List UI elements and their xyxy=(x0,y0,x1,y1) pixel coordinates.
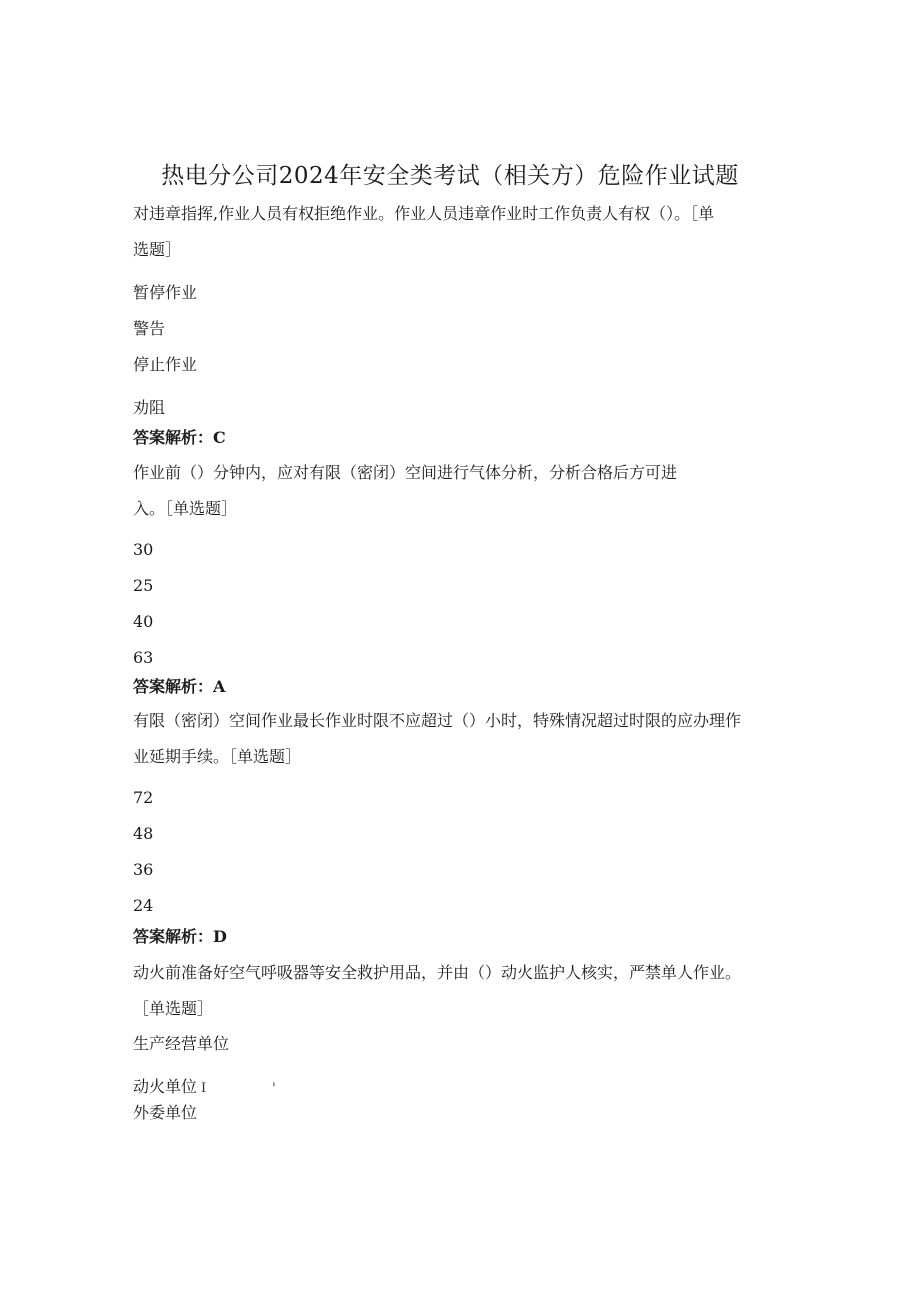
option-b: 动火单位 xyxy=(133,1077,198,1096)
question-text: 作业前（）分钟内，应对有限（密闭）空间进行气体分析，分析合格后方可进 xyxy=(133,463,678,482)
question-4-option-c-row xyxy=(133,1098,793,1128)
answer-label: 答案解析：C xyxy=(133,428,226,447)
answer-2 xyxy=(133,669,793,705)
question-4-options xyxy=(133,1026,793,1062)
option-d: 24 xyxy=(133,896,154,915)
question-4 xyxy=(133,955,793,1027)
question-1-options xyxy=(133,275,793,383)
answer-3 xyxy=(133,919,793,955)
option-b: 48 xyxy=(133,824,154,843)
document-title: 热电分公司2024年安全类考试（相关方）危险作业试题 xyxy=(161,163,739,189)
option-c: 停止作业 xyxy=(133,355,198,374)
option-a: 生产经营单位 xyxy=(133,1034,230,1053)
option-b: 25 xyxy=(133,576,154,595)
answer-label: 答案解析：A xyxy=(133,677,226,696)
option-c: 36 xyxy=(133,860,154,879)
question-text: 业延期手续。［单选题］ xyxy=(133,747,302,766)
option-c: 外委单位 xyxy=(133,1103,198,1122)
question-2 xyxy=(133,455,793,527)
question-text: 动火前准备好空气呼吸器等安全救护用品，并由（）动火监护人核实，严禁单人作业。 xyxy=(133,963,742,982)
option-a: 30 xyxy=(133,540,154,559)
option-c: 40 xyxy=(133,612,154,631)
question-text: 入。［单选题］ xyxy=(133,499,238,518)
answer-1 xyxy=(133,420,793,456)
option-a: 暂停作业 xyxy=(133,283,198,302)
option-d: 63 xyxy=(133,648,154,667)
question-3-options xyxy=(133,780,793,924)
option-b: 警告 xyxy=(133,319,166,338)
question-3 xyxy=(133,703,793,775)
question-2-options xyxy=(133,532,793,676)
question-1 xyxy=(133,196,793,268)
stray-mark: I xyxy=(201,1081,207,1096)
question-text: 选题］ xyxy=(133,240,182,259)
question-text: ［单选题］ xyxy=(133,999,214,1018)
option-d: 劝阻 xyxy=(133,398,166,417)
question-text: 有限（密闭）空间作业最长作业时限不应超过（）小时，特殊情况超过时限的应办理作 xyxy=(133,711,742,730)
answer-label: 答案解析：D xyxy=(133,927,227,946)
stray-mark: ' xyxy=(272,1081,276,1096)
question-text: 对违章指挥,作业人员有权拒绝作业。作业人员违章作业时工作负责人有权（）。［单 xyxy=(133,204,715,223)
option-a: 72 xyxy=(133,788,154,807)
